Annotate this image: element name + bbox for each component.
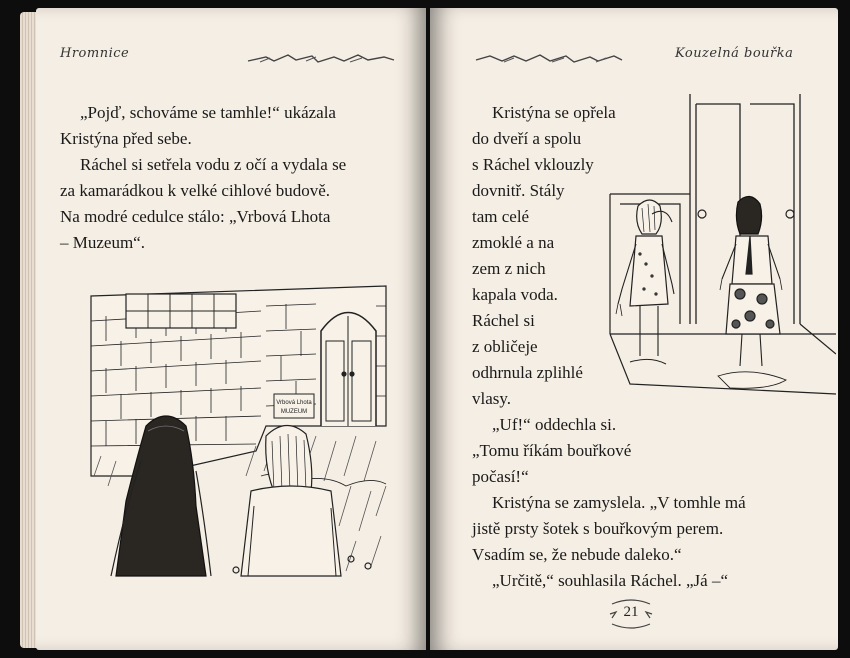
paragraph: Ráchel si setřela vodu z očí a vydala se za kamarádkou k velké cihlové budově. Na modré cedulce stálo: „Vrbová Lhota – Muzeum“. bbox=[60, 155, 347, 252]
lightning-ornament-left bbox=[246, 52, 396, 66]
paragraph: „Uf!“ oddechla si. „Tomu říkám bouřkové počasí!“ bbox=[472, 415, 632, 486]
wet-girls-illustration bbox=[600, 94, 836, 412]
sign-line-2: MUZEUM bbox=[280, 409, 308, 415]
paragraph: Kristýna se zamyslela. „V tomhle má jistě prsty šotek s bouřkovým perem. Vsadím se, že nebude daleko.“ bbox=[472, 493, 746, 564]
right-page bbox=[430, 8, 838, 650]
page-number: 21 bbox=[606, 594, 656, 634]
lightning-ornament-right bbox=[474, 52, 624, 66]
running-head-left: Hromnice bbox=[60, 46, 130, 61]
paragraph: „Pojď, schováme se tamhle!“ ukázala Kristýna před sebe. bbox=[60, 103, 336, 148]
paragraph: „Určitě,“ souhlasila Ráchel. „Já –“ bbox=[492, 571, 729, 590]
left-text bbox=[60, 100, 420, 256]
left-page bbox=[36, 8, 426, 650]
running-head-right: Kouzelná bouřka bbox=[675, 46, 794, 61]
museum-rain-illustration bbox=[86, 276, 396, 581]
sign-line-1: Vrbová Lhota bbox=[276, 400, 312, 406]
paragraph: Kristýna se opřela do dveří a spolu s Ráchel vklouzly dovnitř. Stály tam celé zmoklé a na zem z nich kapala voda. Ráchel si z obličeje odhrnula zplihlé vlasy. bbox=[472, 103, 616, 408]
